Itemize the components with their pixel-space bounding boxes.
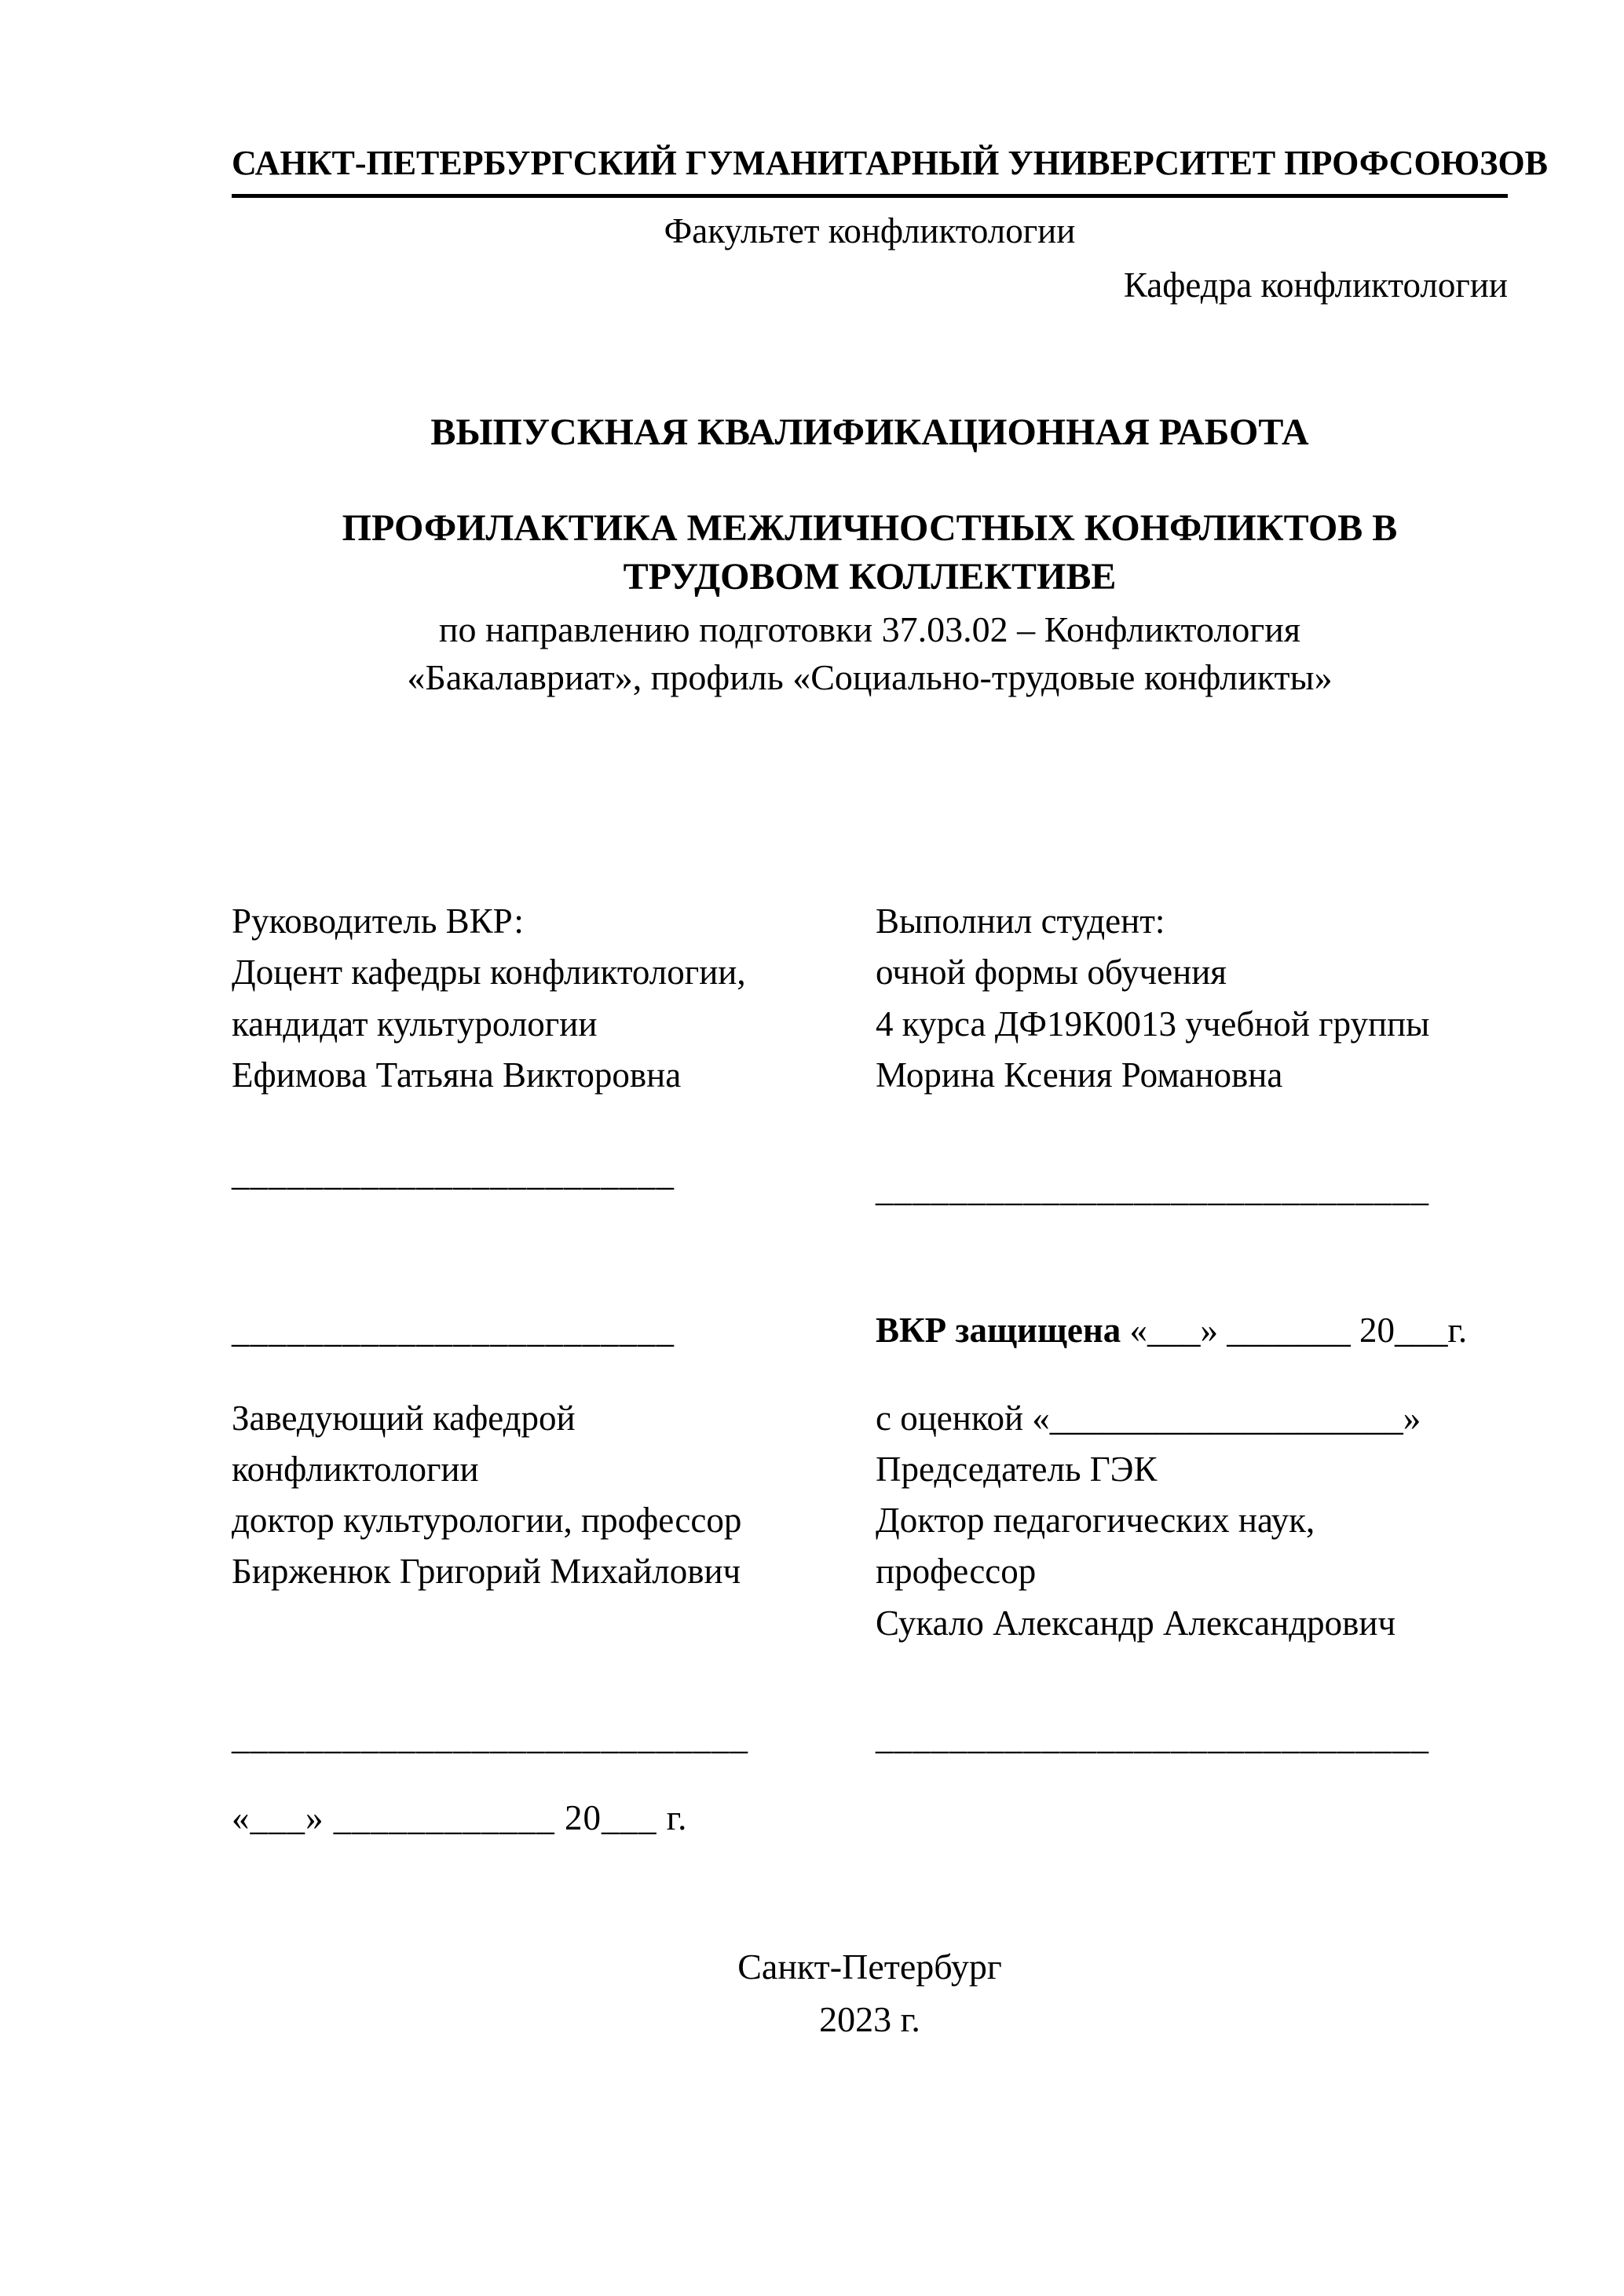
supervisor-block (232, 896, 876, 1101)
supervisor-signature-line: ________________________ (232, 1153, 675, 1194)
committee-signature-line: ______________________________ (876, 1717, 1429, 1757)
degree-profile: «Бакалавриат», профиль «Социально-трудовые конфликты» (407, 656, 1333, 697)
thesis-title-line1: ПРОФИЛАКТИКА МЕЖЛИЧНОСТНЫХ КОНФЛИКТОВ В (342, 506, 1398, 549)
head-degree-line: доктор культурологии, профессор (232, 1501, 742, 1541)
signature-row-1 (232, 1148, 1508, 1215)
footer (232, 1941, 1508, 2046)
footer-year: 2023 г. (819, 1998, 920, 2039)
student-label: Выполнил студент: (876, 901, 1165, 941)
student-block (876, 896, 1508, 1101)
officials-row (232, 1393, 1508, 1649)
head-of-department-block (232, 1393, 876, 1598)
supervisor-degree-line: кандидат культурологии (232, 1004, 598, 1044)
date-blank-line: «___» ____________ 20___ г. (232, 1798, 688, 1838)
head-title-line1: Заведующий кафедрой (232, 1398, 576, 1438)
grade-line: с оценкой «____________________» (876, 1398, 1421, 1438)
supervisor-signature-cell (232, 1148, 876, 1199)
head-name: Бирженюк Григорий Михайлович (232, 1552, 741, 1592)
university-name: САНКТ-ПЕТЕРБУРГСКИЙ ГУМАНИТАРНЫЙ УНИВЕРСИТЕТ ПРОФСОЮЗОВ (232, 141, 1508, 198)
student-name: Морина Ксения Романовна (876, 1055, 1283, 1095)
defense-label-bold: ВКР защищена (876, 1311, 1121, 1351)
degree-info (232, 605, 1508, 701)
committee-chair-name: Сукало Александр Александрович (876, 1603, 1396, 1643)
defense-statement (876, 1305, 1508, 1356)
date-cell (232, 1793, 876, 1844)
work-type-heading: ВЫПУСКНАЯ КВАЛИФИКАЦИОННАЯ РАБОТА (430, 411, 1309, 453)
student-signature-cell (876, 1148, 1508, 1215)
student-form-line: очной формы обучения (876, 952, 1227, 993)
committee-block (876, 1393, 1508, 1649)
footer-city: Санкт-Петербург (737, 1947, 1002, 1987)
thesis-title-line2: ТРУДОВОМ КОЛЛЕКТИВЕ (623, 556, 1117, 598)
committee-signature-cell (876, 1712, 1508, 1763)
signature-row-3 (232, 1712, 1508, 1763)
head-signature2-cell (232, 1712, 876, 1763)
supervisor-position-line: Доцент кафедры конфликтологии, (232, 952, 746, 993)
supervisor-name: Ефимова Татьяна Викторовна (232, 1055, 682, 1095)
committee-chair-label: Председатель ГЭК (876, 1449, 1158, 1489)
faculty-name: Факультет конфликтологии (664, 211, 1076, 250)
degree-direction: по направлению подготовки 37.03.02 – Конфликтология (438, 609, 1301, 649)
signatures-section (232, 896, 1508, 1844)
people-row (232, 896, 1508, 1101)
committee-degree-line: Доктор педагогических наук, (876, 1501, 1315, 1541)
committee-rank-line: профессор (876, 1552, 1037, 1592)
supervisor-label: Руководитель ВКР: (232, 901, 524, 941)
head-signature-line: ________________________ (232, 1311, 675, 1351)
student-group-line: 4 курса ДФ19К0013 учебной группы (876, 1004, 1430, 1044)
department-name: Кафедра конфликтологии (1123, 265, 1508, 305)
thesis-title (232, 504, 1508, 602)
date-row (232, 1793, 1508, 1844)
head-title-line2: конфликтологии (232, 1449, 479, 1489)
defense-label-rest: «___» _______ 20___г. (1129, 1311, 1468, 1351)
head-signature-cell (232, 1305, 876, 1356)
head-signature-line2: ____________________________ (232, 1717, 748, 1757)
student-signature-line: ______________________________ (876, 1169, 1429, 1209)
signature-row-2 (232, 1305, 1508, 1356)
